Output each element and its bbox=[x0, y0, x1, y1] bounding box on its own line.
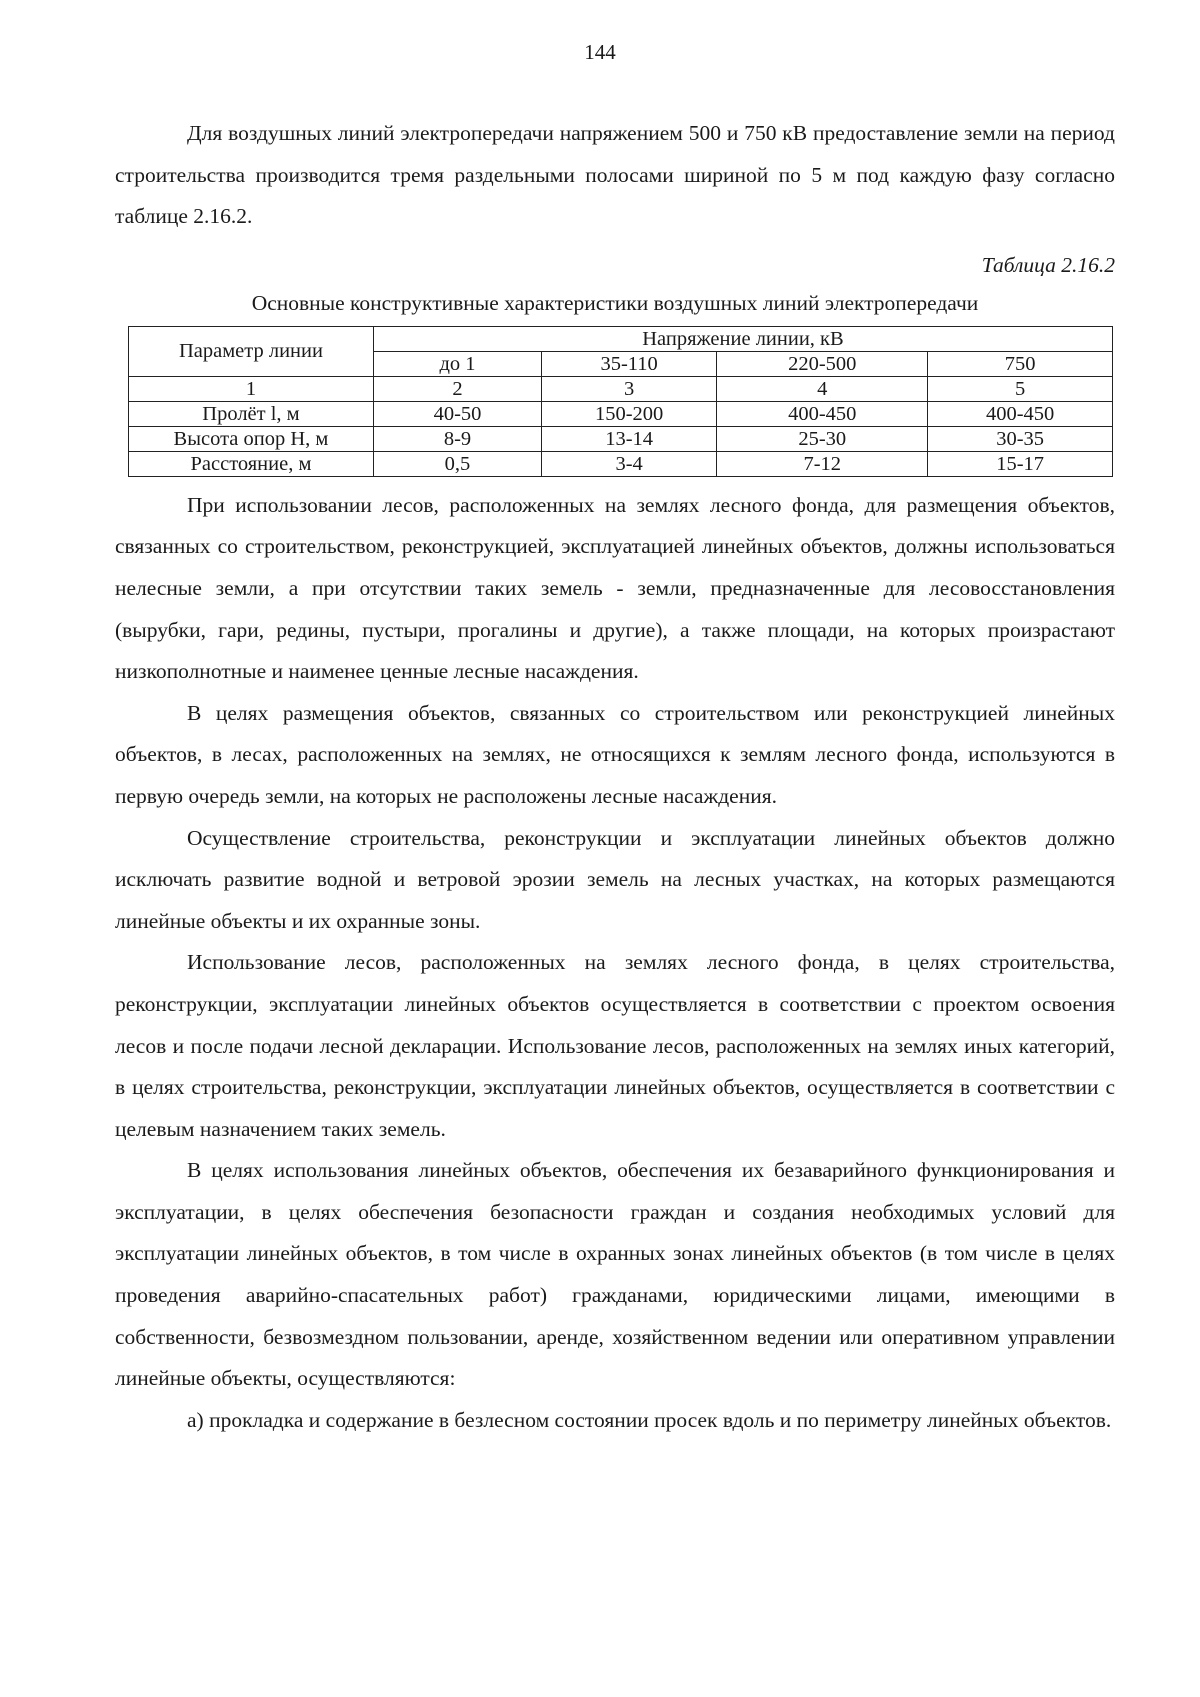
table-cell: 4 bbox=[717, 376, 928, 401]
body-text bbox=[115, 485, 1115, 1442]
table-row bbox=[129, 401, 1113, 426]
table-cell: 25-30 bbox=[717, 426, 928, 451]
table-cell: 1 bbox=[129, 376, 374, 401]
table-cell: 5 bbox=[928, 376, 1113, 401]
table-cell: 3-4 bbox=[542, 451, 717, 476]
page-number: 144 bbox=[584, 40, 616, 64]
page-content bbox=[115, 113, 1115, 1441]
table-numbering-row bbox=[129, 376, 1113, 401]
column-header: 220-500 bbox=[717, 351, 928, 376]
table-title: Основные конструктивные характеристики воздушных линий электропередачи bbox=[251, 290, 979, 315]
paragraph: Использование лесов, расположенных на землях лесного фонда, в целях строительства, реконструкции, эксплуатации линейных объектов осуществляется в соответствии с проектом освоения лесов и после подачи лесной декларации. Использование лесов, расположенных на землях иных категорий, в целях строительства, реконструкции, эксплуатации линейных объектов, осуществляется в соответствии с целевым назначением таких земель. bbox=[115, 950, 1115, 1141]
table-row bbox=[129, 451, 1113, 476]
voltage-group-header: Напряжение линии, кВ bbox=[373, 326, 1112, 351]
table-cell: 150-200 bbox=[542, 401, 717, 426]
table-cell: 2 bbox=[373, 376, 541, 401]
paragraph: При использовании лесов, расположенных на землях лесного фонда, для размещения объектов, связанных со строительством, реконструкцией, эксплуатацией линейных объектов, должны использоваться нелесные земли, а при отсутствии таких земель - земли, предназначенные для лесовосстановления (вырубки, гари, редины, пустыри, прогалины и другие), а также площади, на которых произрастают низкополнотные и наименее ценные лесные насаждения. bbox=[115, 492, 1115, 684]
column-header: до 1 bbox=[373, 351, 541, 376]
table-cell: 8-9 bbox=[373, 426, 541, 451]
paragraph: В целях размещения объектов, связанных со строительством или реконструкцией линейных объектов, в лесах, расположенных на землях, не относящихся к землям лесного фонда, используются в первую очередь земли, на которых не расположены лесные насаждения. bbox=[115, 700, 1115, 808]
column-header: 35-110 bbox=[542, 351, 717, 376]
table-cell: 3 bbox=[542, 376, 717, 401]
table-cell: 400-450 bbox=[928, 401, 1113, 426]
column-header: 750 bbox=[928, 351, 1113, 376]
characteristics-table bbox=[128, 326, 1113, 477]
table-cell: 7-12 bbox=[717, 451, 928, 476]
paragraph: а) прокладка и содержание в безлесном состоянии просек вдоль и по периметру линейных объектов. bbox=[187, 1407, 1112, 1432]
table-cell: Пролёт l, м bbox=[129, 401, 374, 426]
table-cell: Высота опор H, м bbox=[129, 426, 374, 451]
table-header-row bbox=[129, 326, 1113, 351]
table-label: Таблица 2.16.2 bbox=[981, 252, 1115, 277]
table-row bbox=[129, 426, 1113, 451]
table-cell: 15-17 bbox=[928, 451, 1113, 476]
table-cell: 40-50 bbox=[373, 401, 541, 426]
paragraph: Осуществление строительства, реконструкции и эксплуатации линейных объектов должно исключать развитие водной и ветровой эрозии земель на лесных участках, на которых размещаются линейные объекты и их охранные зоны. bbox=[115, 825, 1115, 933]
paragraph: Для воздушных линий электропередачи напряжением 500 и 750 кВ предоставление земли на период строительства производится тремя раздельными полосами шириной по 5 м под каждую фазу согласно таблице 2.16.2. bbox=[115, 121, 1115, 229]
table-cell: Расстояние, м bbox=[129, 451, 374, 476]
table-cell: 0,5 bbox=[373, 451, 541, 476]
table-cell: 30-35 bbox=[928, 426, 1113, 451]
table-cell: 13-14 bbox=[542, 426, 717, 451]
param-header-cell: Параметр линии bbox=[129, 326, 374, 376]
paragraph: В целях использования линейных объектов, обеспечения их безаварийного функционирования и эксплуатации, в целях обеспечения безопасности граждан и создания необходимых условий для эксплуатации линейных объектов, в том числе в охранных зонах линейных объектов (в том числе в целях проведения аварийно-спасательных работ) гражданами, юридическими лицами, имеющими в собственности, безвозмездном пользовании, аренде, хозяйственном ведении или оперативном управлении линейные объекты, осуществляются: bbox=[115, 1158, 1115, 1391]
table-cell: 400-450 bbox=[717, 401, 928, 426]
